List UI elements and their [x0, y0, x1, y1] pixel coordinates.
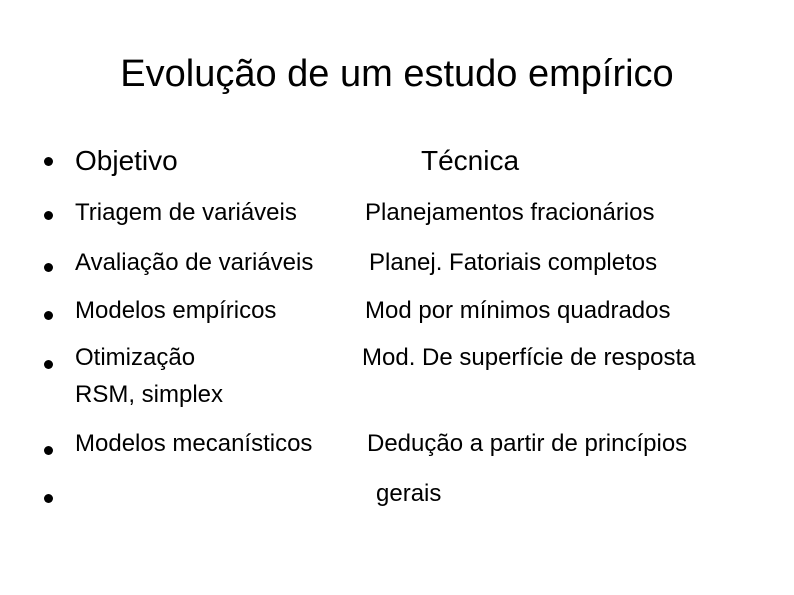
objetivo-text: Modelos empíricos [75, 297, 277, 324]
list-item [0, 478, 794, 538]
header-row [0, 140, 794, 200]
header-objetivo: Objetivo [75, 145, 178, 176]
slide-title: Evolução de um estudo empírico [120, 53, 674, 95]
bullet-icon [44, 211, 53, 220]
list-item [0, 194, 794, 254]
objetivo-text: Modelos mecanísticos [75, 430, 313, 457]
tecnica-text: gerais [376, 480, 442, 507]
objetivo-text: Triagem de variáveis [75, 199, 297, 226]
bullet-icon [44, 311, 53, 320]
objetivo-text: Avaliação de variáveis [75, 249, 314, 276]
bullet-icon [44, 263, 53, 272]
tecnica-text: Dedução a partir de princípios [367, 430, 688, 457]
bullet-icon [44, 446, 53, 455]
tecnica-text: Mod por mínimos quadrados [365, 297, 671, 324]
list-item [0, 342, 794, 412]
objetivo-text: Otimização [75, 344, 196, 371]
tecnica-text: Mod. De superfície de resposta [362, 344, 696, 371]
tecnica-text: Planejamentos fracionários [365, 199, 655, 226]
tecnica-text: Planej. Fatoriais completos [369, 249, 658, 276]
bullet-icon [44, 360, 53, 369]
bullet-icon [44, 157, 53, 166]
objetivo-text-line2: RSM, simplex [75, 381, 224, 408]
bullet-icon [44, 494, 53, 503]
header-tecnica: Técnica [421, 145, 520, 176]
